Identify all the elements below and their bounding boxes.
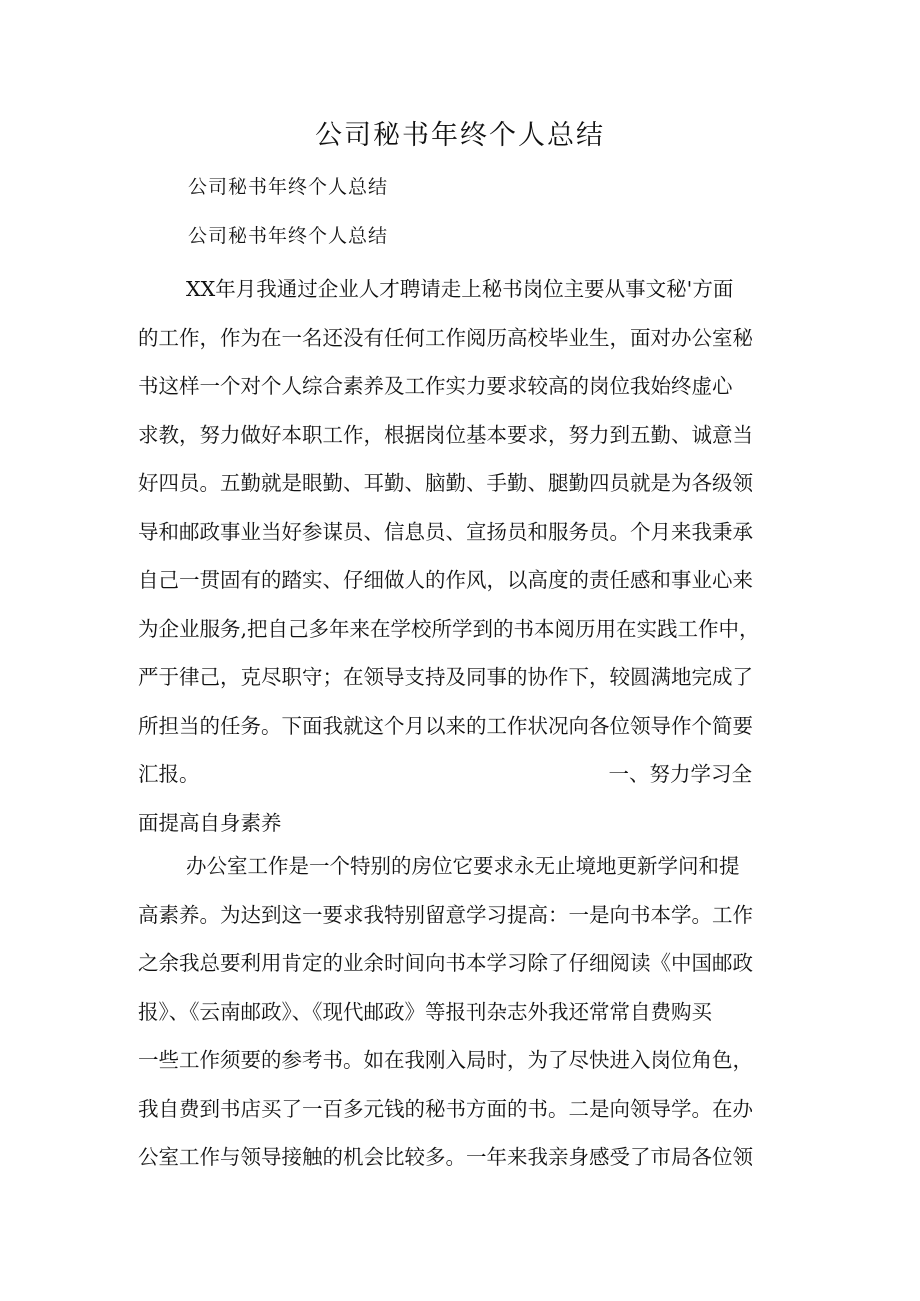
paragraph-line: 的工作，作为在一名还没有任何工作阅历高校毕业生，面对办公室秘: [138, 325, 753, 350]
paragraph-2: [138, 842, 784, 1182]
paragraph-line: XX年月我通过企业人才聘请走上秘书岗位主要从事文秘'方面: [186, 277, 734, 301]
paragraph-1: [138, 265, 784, 847]
paragraph-line: 所担当的任务。下面我就这个月以来的工作状况向各位领导作个简要: [138, 713, 753, 738]
subtitle-line-1: 公司秘书年终个人总结: [188, 176, 389, 198]
paragraph-line: 公室工作与领导接触的机会比较多。一年来我亲身感受了市局各位领: [138, 1145, 753, 1169]
paragraph-line: 高素养。为达到这一要求我特别留意学习提高：一是向书本学。工作: [138, 902, 753, 927]
subtitle-line-2: 公司秘书年终个人总结: [188, 225, 389, 247]
paragraph-line: 导和邮政事业当好参谋员、信息员、宣扬员和服务员。个月来我秉承: [138, 519, 753, 544]
paragraph-line: 书这样一个对个人综合素养及工作实力要求较高的岗位我始终虚心: [138, 374, 733, 398]
document-title: 公司秘书年终个人总结: [315, 120, 605, 151]
paragraph-line: 求教，努力做好本职工作，根据岗位基本要求，努力到五勤、诚意当: [138, 422, 753, 447]
paragraph-line: 报》、《云南邮政》、《现代邮政》等报刊杂志外我还常常自费购买: [138, 999, 712, 1024]
section-heading-end: 面提高自身素养: [138, 810, 282, 835]
paragraph-line: 好四员。五勤就是眼勤、耳勤、脑勤、手勤、腿勤四员就是为各级领: [138, 471, 753, 495]
section-heading-start: 一、努力学习全: [608, 762, 752, 786]
paragraph-line: 自己一贯固有的踏实、仔细做人的作风，以高度的责任感和事业心来: [138, 568, 753, 592]
paragraph-end-text: 汇报。: [138, 762, 200, 786]
paragraph-line: 为企业服务,把自己多年来在学校所学到的书本阅历用在实践工作中，: [138, 616, 760, 641]
paragraph-last-line: [138, 750, 784, 799]
paragraph-line: 严于律己，克尽职守；在领导支持及同事的协作下，较圆满地完成了: [138, 665, 753, 689]
paragraph-line: 办公室工作是一个特别的房位它要求永无止境地更新学问和提: [186, 854, 740, 878]
paragraph-line: 我自费到书店买了一百多元钱的秘书方面的书。二是向领导学。在办: [138, 1096, 753, 1121]
paragraph-line: 一些工作须要的参考书。如在我刚入局时，为了尽快进入岗位角色，: [138, 1048, 753, 1072]
paragraph-line: 之余我总要利用肯定的业余时间向书本学习除了仔细阅读《中国邮政: [138, 951, 753, 975]
